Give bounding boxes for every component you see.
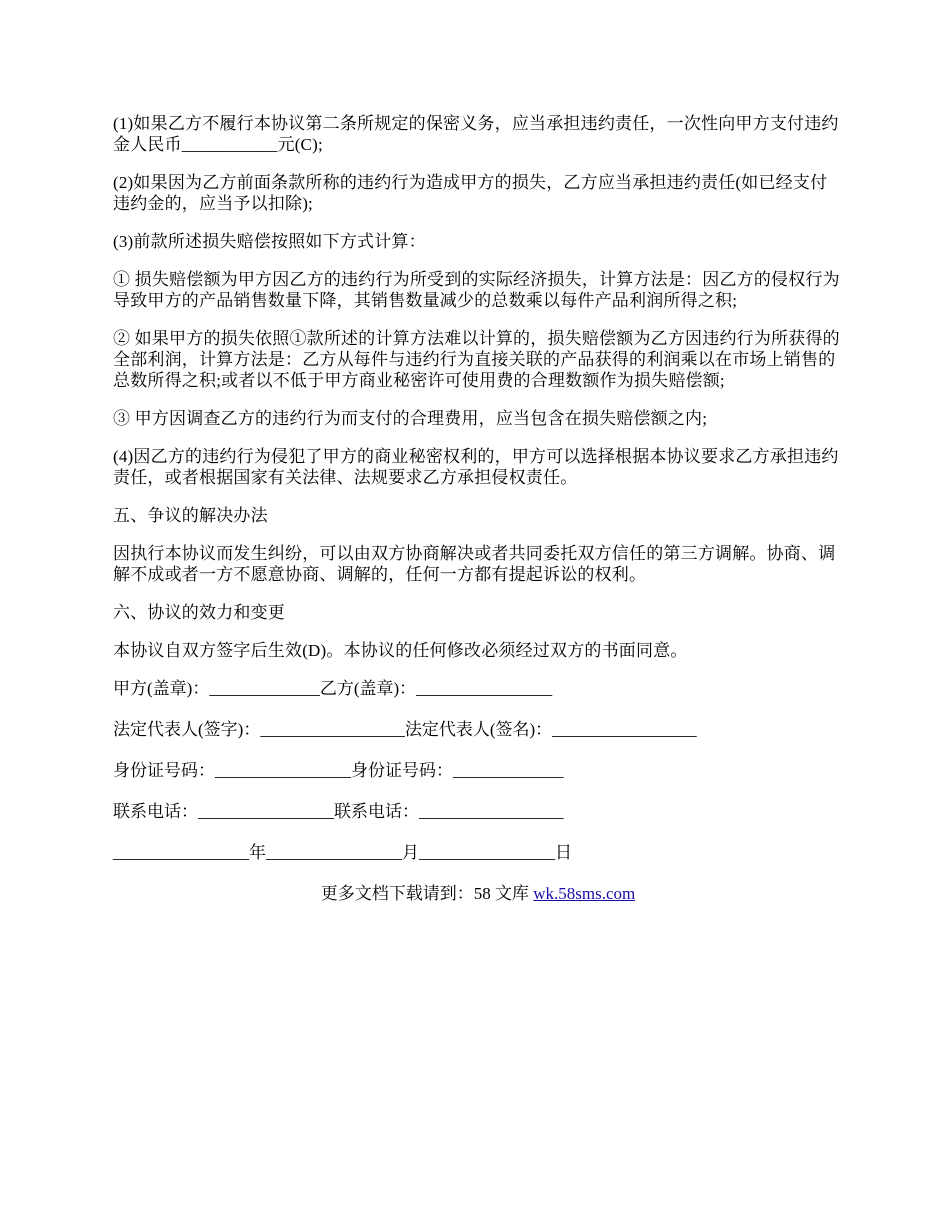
signature-id-line: 身份证号码：________________身份证号码：_____________ (113, 761, 564, 780)
document-page (113, 113, 843, 904)
signature-phone-line: 联系电话：________________联系电话：_________________ (113, 802, 564, 821)
footer-link[interactable]: wk.58sms.com (533, 884, 636, 903)
clause-3-item-2: ② 如果甲方的损失依照①款所述的计算方法难以计算的，损失赔偿额为乙方因违约行为所获得的全部利润，计算方法是：乙方从每件与违约行为直接关联的产品获得的利润乘以在市场上销售的总数所得之积;或者以不低于甲方商业秘密许可使用费的合理数额作为损失赔偿额; (113, 329, 840, 390)
clause-4: (4)因乙方的违约行为侵犯了甲方的商业秘密权利的，甲方可以选择根据本协议要求乙方承担违约责任，或者根据国家有关法律、法规要求乙方承担侵权责任。 (113, 447, 839, 487)
section5-heading: 五、争议的解决办法 (113, 506, 268, 525)
signature-seal-line: 甲方(盖章)：_____________乙方(盖章)：________________ (113, 679, 553, 698)
clause-3-item-1: ① 损失赔偿额为甲方因乙方的违约行为所受到的实际经济损失，计算方法是：因乙方的侵权行为导致甲方的产品销售数量下降，其销售数量减少的总数乘以每件产品利润所得之积; (113, 270, 840, 310)
footer (113, 883, 843, 904)
signature-date-line: ________________年________________月________________日 (113, 843, 572, 862)
clause-2: (2)如果因为乙方前面条款所称的违约行为造成甲方的损失，乙方应当承担违约责任(如已经支付违约金的，应当予以扣除); (113, 173, 828, 213)
section6-body: 本协议自双方签字后生效(D)。本协议的任何修改必须经过双方的书面同意。 (113, 641, 688, 660)
clause-1: (1)如果乙方不履行本协议第二条所规定的保密义务，应当承担违约责任，一次性向甲方支付违约金人民币___________元(C); (113, 114, 839, 154)
signature-representative-line: 法定代表人(签字)：_________________法定代表人(签名)：_________________ (113, 720, 697, 739)
section5-body: 因执行本协议而发生纠纷，可以由双方协商解决或者共同委托双方信任的第三方调解。协商、调解不成或者一方不愿意协商、调解的，任何一方都有提起诉讼的权利。 (113, 544, 836, 584)
section6-heading: 六、协议的效力和变更 (113, 603, 285, 622)
clause-3-item-3: ③ 甲方因调查乙方的违约行为而支付的合理费用，应当包含在损失赔偿额之内; (113, 409, 708, 428)
footer-text: 更多文档下载请到：58 文库 (320, 884, 534, 903)
clause-3: (3)前款所述损失赔偿按照如下方式计算： (113, 232, 426, 251)
